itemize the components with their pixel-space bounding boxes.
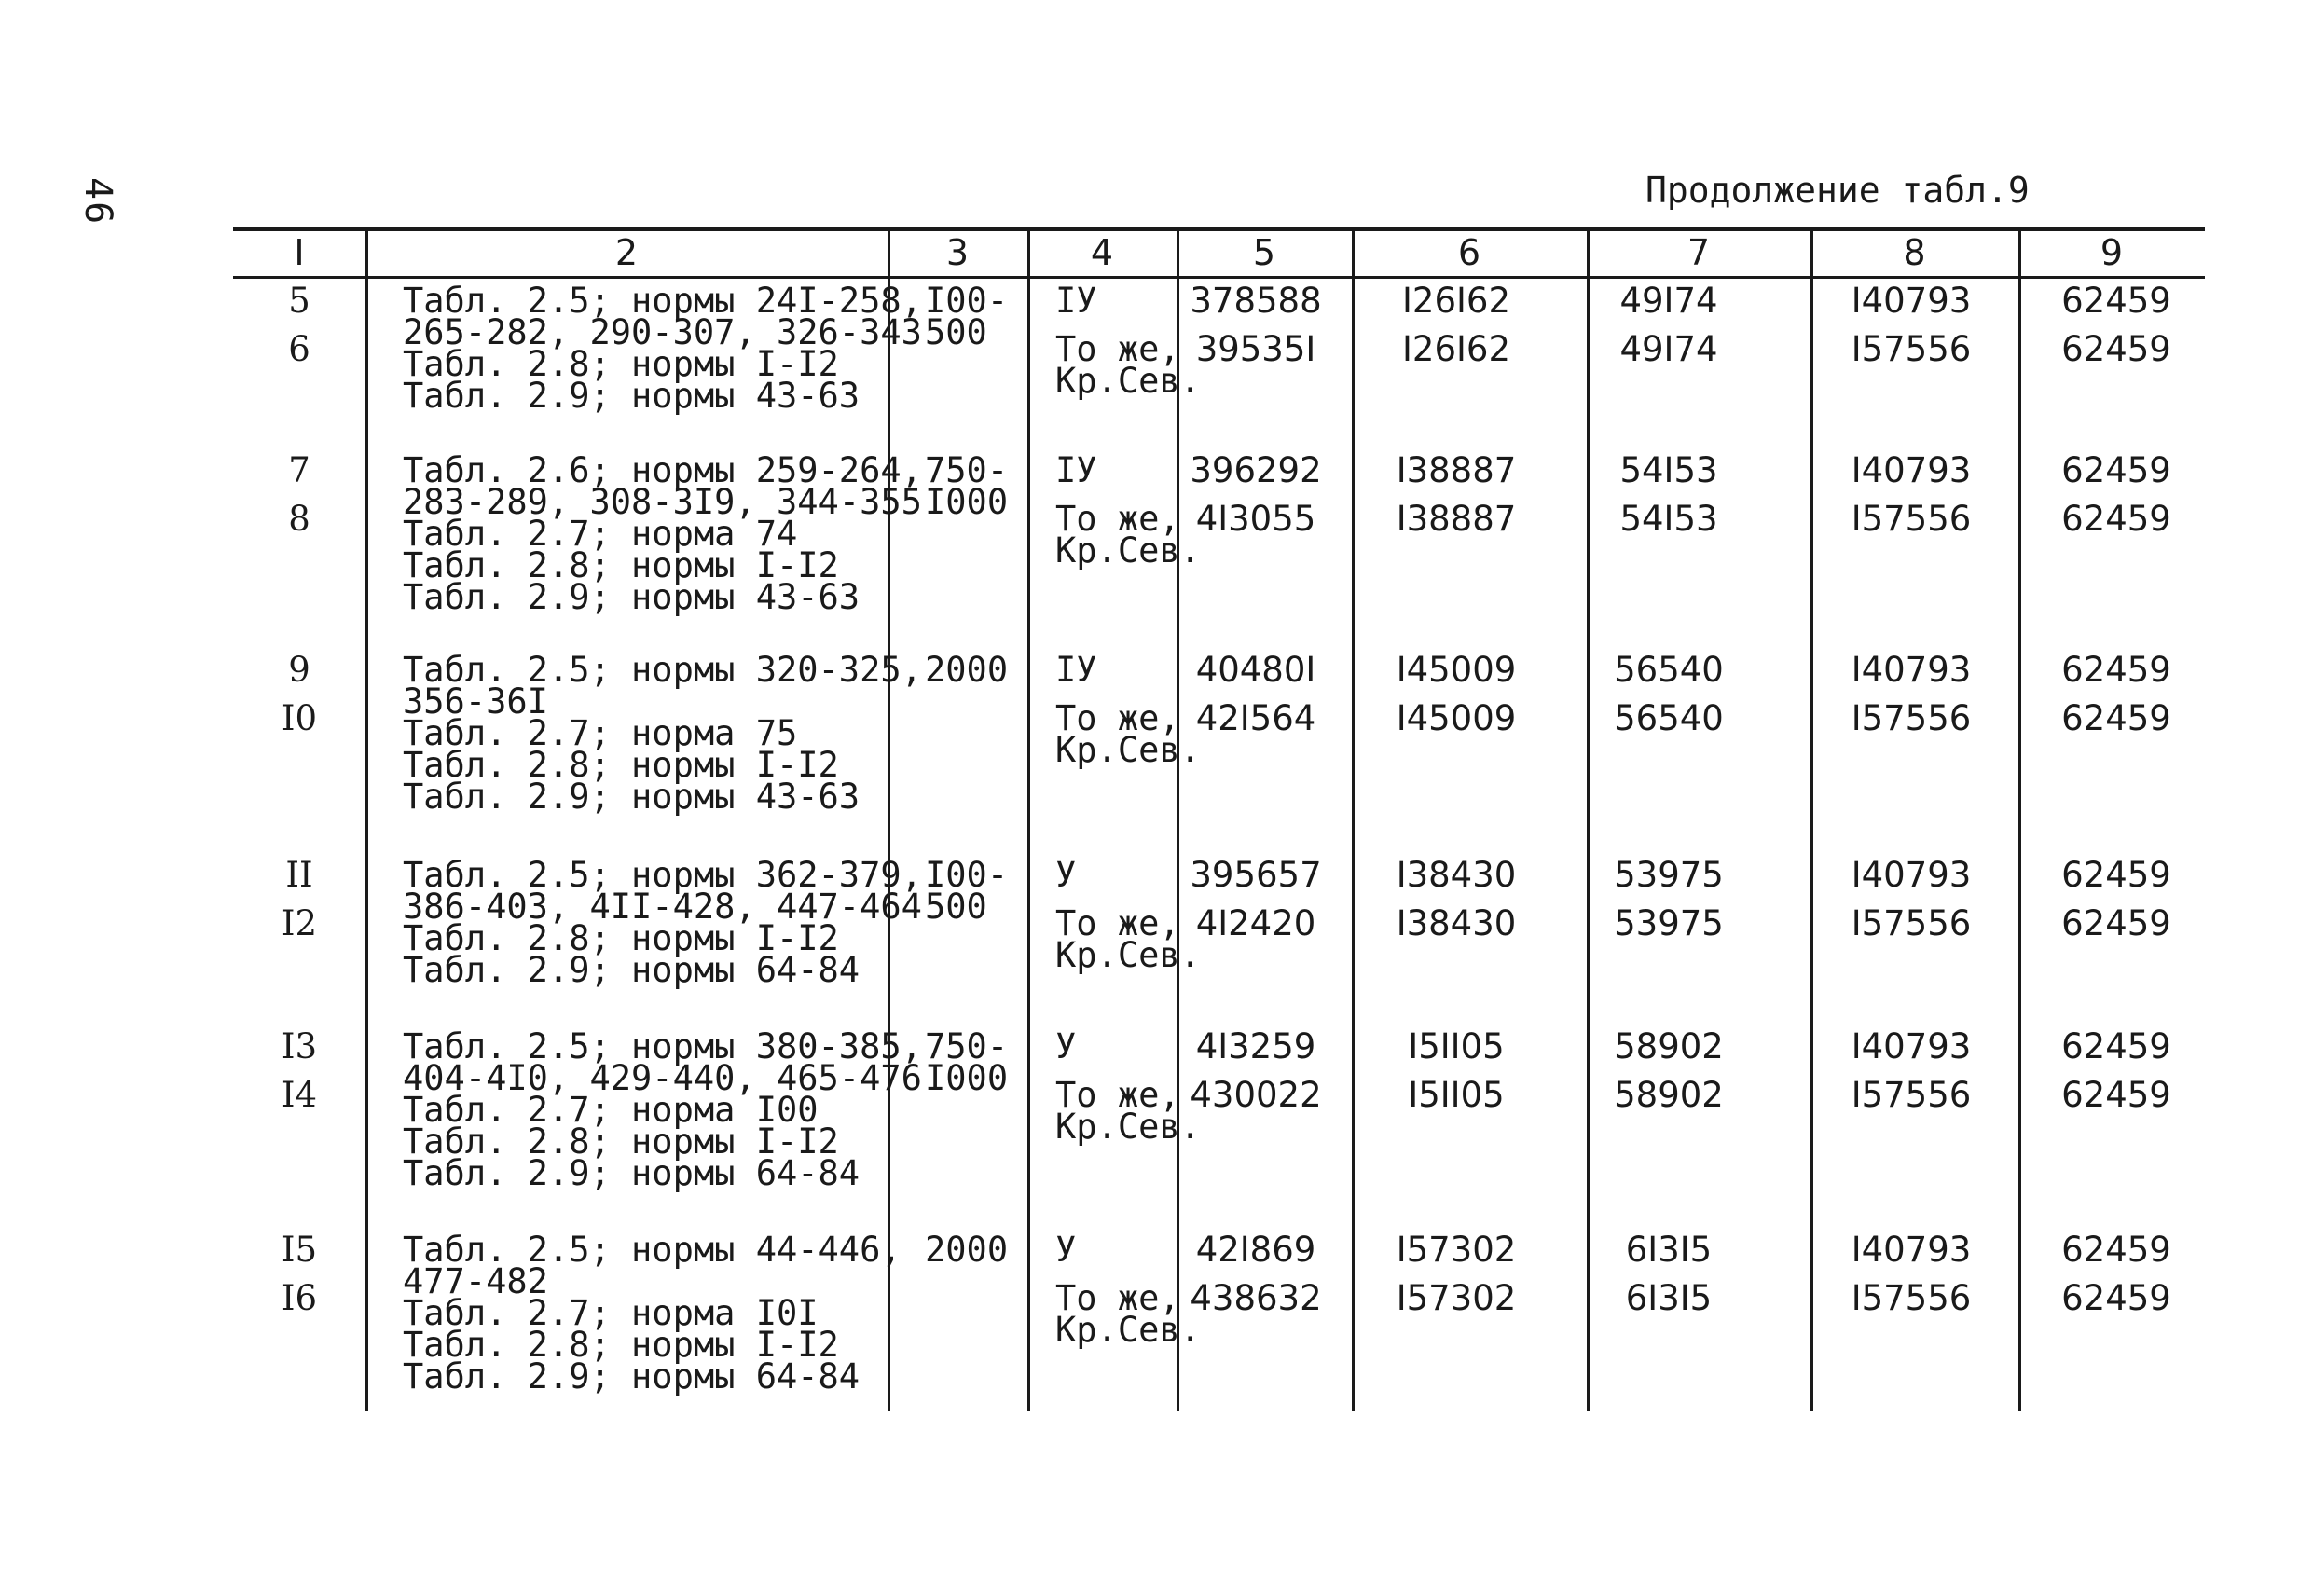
value-cell: 49I74 xyxy=(1619,281,1718,321)
row-number: 6 xyxy=(288,329,310,369)
climate-zone-north: То же, Кр.Сев. xyxy=(1055,1075,1201,1147)
value-cell: 4I3055 xyxy=(1195,499,1316,539)
column-header: 6 xyxy=(1457,232,1481,273)
value-cell: I40793 xyxy=(1851,855,1972,895)
value-cell: I5II05 xyxy=(1408,1026,1505,1066)
value-cell: I57556 xyxy=(1851,329,1972,369)
norm-references: Табл. 2.5; нормы 320-325, 356-36I Табл. 2.7; норма 75 Табл. 2.8; нормы I-I2 Табл. 2.9; нормы 43-63 xyxy=(403,650,922,817)
value-cell: 4I3259 xyxy=(1195,1026,1316,1066)
table-caption: Продолжение табл.9 xyxy=(1645,170,2030,211)
value-cell: I5II05 xyxy=(1408,1075,1505,1115)
value-cell: 62459 xyxy=(2061,329,2171,369)
data-table xyxy=(233,227,2205,1411)
value-cell: 54I53 xyxy=(1619,499,1718,539)
column-divider xyxy=(365,227,368,1411)
value-cell: 62459 xyxy=(2061,1278,2171,1318)
range-value: 2000 xyxy=(925,1230,1009,1270)
value-cell: 49I74 xyxy=(1619,329,1718,369)
column-divider xyxy=(1352,227,1355,1411)
value-cell: I45009 xyxy=(1396,650,1517,690)
value-cell: I57556 xyxy=(1851,903,1972,943)
value-cell: I38430 xyxy=(1396,903,1517,943)
norm-references: Табл. 2.5; нормы 44-446, 477-482 Табл. 2.7; норма I0I Табл. 2.8; нормы I-I2 Табл. 2.9; нормы 64-84 xyxy=(403,1230,902,1396)
value-cell: I57556 xyxy=(1851,1075,1972,1115)
climate-zone: У xyxy=(1055,855,1077,895)
climate-zone: IУ xyxy=(1055,650,1097,690)
value-cell: I45009 xyxy=(1396,698,1517,738)
value-cell: 62459 xyxy=(2061,499,2171,539)
value-cell: I40793 xyxy=(1851,1230,1972,1270)
value-cell: 58902 xyxy=(1614,1075,1724,1115)
value-cell: 40480I xyxy=(1195,650,1316,690)
row-number: 8 xyxy=(288,499,310,539)
climate-zone-north: То же, Кр.Сев. xyxy=(1055,1278,1201,1350)
row-number: 7 xyxy=(288,450,310,490)
norm-references: Табл. 2.5; нормы 380-385, 404-4I0, 429-440, 465-476 Табл. 2.7; норма I00 Табл. 2.8; нормы I-I2 Табл. 2.9; нормы 64-84 xyxy=(403,1026,922,1193)
value-cell: I38430 xyxy=(1396,855,1517,895)
value-cell: 58902 xyxy=(1614,1026,1724,1066)
value-cell: 62459 xyxy=(2061,650,2171,690)
value-cell: 62459 xyxy=(2061,855,2171,895)
row-number: I5 xyxy=(281,1230,318,1270)
value-cell: 62459 xyxy=(2061,281,2171,321)
norm-references: Табл. 2.6; нормы 259-264, 283-289, 308-3I9, 344-355 Табл. 2.7; норма 74 Табл. 2.8; нормы I-I2 Табл. 2.9; нормы 43-63 xyxy=(403,450,922,617)
value-cell: 62459 xyxy=(2061,1075,2171,1115)
value-cell: 6I3I5 xyxy=(1625,1278,1713,1318)
value-cell: 396292 xyxy=(1190,450,1322,490)
value-cell: 430022 xyxy=(1190,1075,1322,1115)
value-cell: I40793 xyxy=(1851,1026,1972,1066)
value-cell: I40793 xyxy=(1851,450,1972,490)
value-cell: I57302 xyxy=(1396,1278,1517,1318)
column-header: 7 xyxy=(1687,232,1711,273)
column-header: I xyxy=(294,232,305,273)
column-header: 3 xyxy=(945,232,970,273)
row-number: I0 xyxy=(281,698,318,738)
norm-references: Табл. 2.5; нормы 362-379, 386-403, 4II-428, 447-464 Табл. 2.8; нормы I-I2 Табл. 2.9; нормы 64-84 xyxy=(403,855,922,990)
value-cell: 56540 xyxy=(1614,698,1724,738)
range-value: I00- 500 xyxy=(925,281,1009,352)
value-cell: I40793 xyxy=(1851,650,1972,690)
row-number: II xyxy=(285,855,313,895)
norm-references: Табл. 2.5; нормы 24I-258, 265-282, 290-307, 326-343 Табл. 2.8; нормы I-I2 Табл. 2.9; нормы 43-63 xyxy=(403,281,922,416)
climate-zone: IУ xyxy=(1055,450,1097,490)
value-cell: I26I62 xyxy=(1402,329,1510,369)
climate-zone: IУ xyxy=(1055,281,1097,321)
value-cell: 62459 xyxy=(2061,1230,2171,1270)
climate-zone-north: То же, Кр.Сев. xyxy=(1055,903,1201,975)
row-number: I3 xyxy=(281,1026,318,1066)
value-cell: I57556 xyxy=(1851,499,1972,539)
value-cell: I38887 xyxy=(1396,450,1517,490)
row-number: I4 xyxy=(281,1075,318,1115)
value-cell: 62459 xyxy=(2061,450,2171,490)
range-value: 750- I000 xyxy=(925,1026,1009,1098)
value-cell: 395657 xyxy=(1190,855,1322,895)
value-cell: 42I564 xyxy=(1195,698,1316,738)
range-value: I00- 500 xyxy=(925,855,1009,927)
value-cell: 4I2420 xyxy=(1195,903,1316,943)
value-cell: I40793 xyxy=(1851,281,1972,321)
row-number: 5 xyxy=(288,281,310,321)
column-divider xyxy=(1027,227,1030,1411)
value-cell: I57556 xyxy=(1851,1278,1972,1318)
value-cell: 39535I xyxy=(1195,329,1316,369)
column-header: 4 xyxy=(1090,232,1114,273)
value-cell: 62459 xyxy=(2061,698,2171,738)
column-divider xyxy=(2018,227,2021,1411)
value-cell: 438632 xyxy=(1190,1278,1322,1318)
value-cell: 54I53 xyxy=(1619,450,1718,490)
value-cell: I57302 xyxy=(1396,1230,1517,1270)
value-cell: 56540 xyxy=(1614,650,1724,690)
climate-zone: У xyxy=(1055,1230,1077,1270)
page-number: 46 xyxy=(76,177,119,227)
value-cell: 378588 xyxy=(1190,281,1322,321)
value-cell: 42I869 xyxy=(1195,1230,1316,1270)
column-header: 8 xyxy=(1903,232,1926,273)
value-cell: 62459 xyxy=(2061,903,2171,943)
column-header: 5 xyxy=(1252,232,1276,273)
value-cell: I38887 xyxy=(1396,499,1517,539)
column-header: 2 xyxy=(614,232,639,273)
value-cell: 62459 xyxy=(2061,1026,2171,1066)
climate-zone-north: То же, Кр.Сев. xyxy=(1055,698,1201,770)
value-cell: 53975 xyxy=(1614,855,1724,895)
range-value: 2000 xyxy=(925,650,1009,690)
column-divider xyxy=(1810,227,1813,1411)
value-cell: 53975 xyxy=(1614,903,1724,943)
climate-zone-north: То же, Кр.Сев. xyxy=(1055,329,1201,401)
climate-zone: У xyxy=(1055,1026,1077,1066)
row-number: I6 xyxy=(281,1278,318,1318)
value-cell: I26I62 xyxy=(1402,281,1510,321)
climate-zone-north: То же, Кр.Сев. xyxy=(1055,499,1201,571)
row-number: 9 xyxy=(288,650,310,690)
range-value: 750- I000 xyxy=(925,450,1009,522)
column-header: 9 xyxy=(2100,232,2124,273)
value-cell: 6I3I5 xyxy=(1625,1230,1713,1270)
value-cell: I57556 xyxy=(1851,698,1972,738)
row-number: I2 xyxy=(281,903,318,943)
column-divider xyxy=(1587,227,1590,1411)
header-rule xyxy=(233,276,2205,279)
